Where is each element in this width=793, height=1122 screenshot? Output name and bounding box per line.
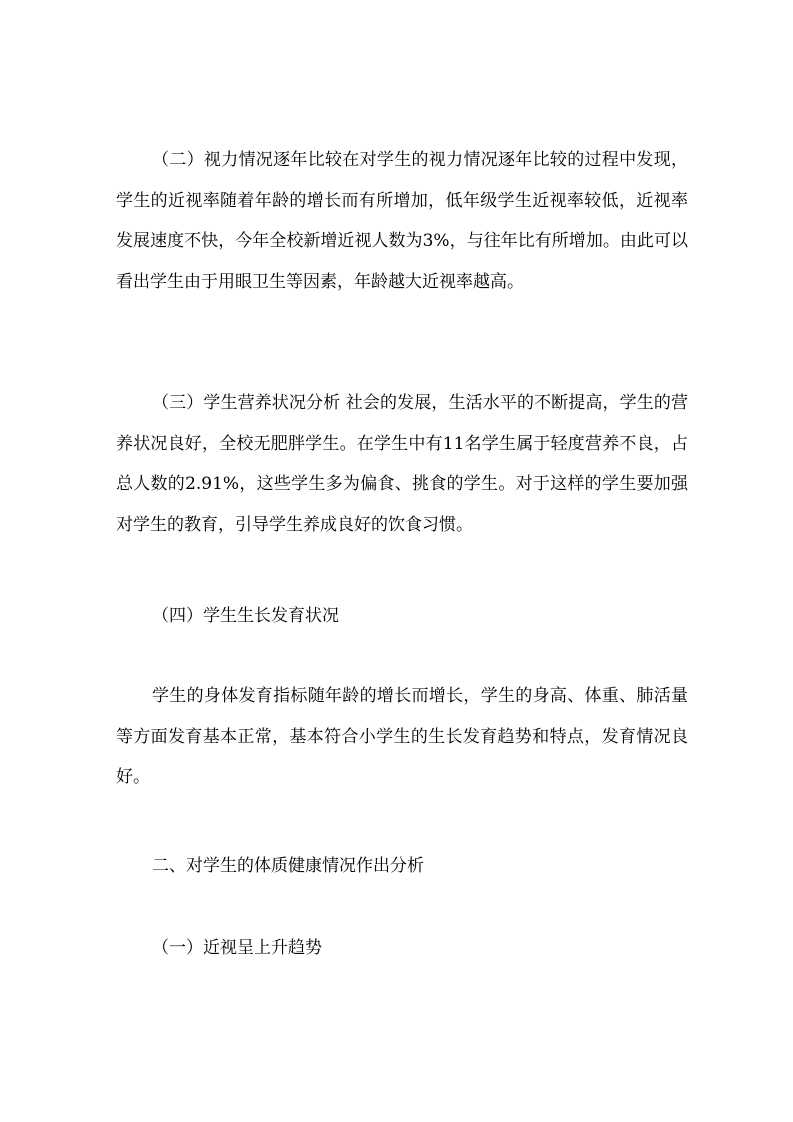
heading-growth-status: （四）学生生长发育状况 xyxy=(152,606,339,626)
heading-myopia-rising: （一）近视呈上升趋势 xyxy=(152,938,322,958)
paragraph-growth-development: 学生的身体发育指标随年龄的增长而增长，学生的身高、体重、肺活量等方面发育基本正常，基本符合小学生的生长发育趋势和特点，发育情况良好。 xyxy=(116,686,688,787)
paragraph-nutrition-analysis: （三）学生营养状况分析 社会的发展，生活水平的不断提高，学生的营养状况良好，全校无肥胖学生。在学生中有11名学生属于轻度营养不良，占总人数的2.91%，这些学生多为偏食、挑食的学生。对于这样的学生要加强对学生的教育，引导学生养成良好的饮食习惯。 xyxy=(116,393,688,535)
paragraph-vision-comparison: （二）视力情况逐年比较在对学生的视力情况逐年比较的过程中发现，学生的近视率随着年龄的增长而有所增加，低年级学生近视率较低，近视率发展速度不快，今年全校新增近视人数为3%，与往年比有所增加。由此可以看出学生由于用眼卫生等因素，年龄越大近视率越高。 xyxy=(116,150,688,292)
heading-physical-health-analysis: 二、对学生的体质健康情况作出分析 xyxy=(152,856,424,876)
